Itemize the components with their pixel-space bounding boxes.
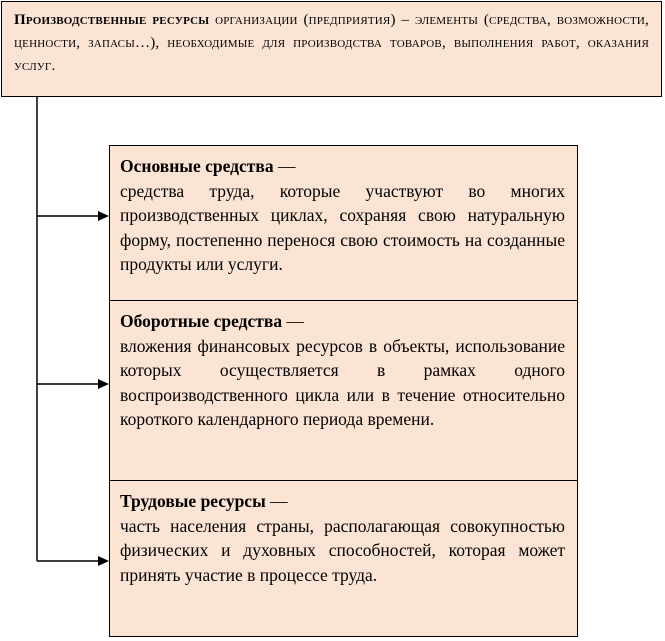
labor-resources-dash: —: [265, 491, 288, 511]
header-definition: организации (предприятия) – элементы (средства, возможности, ценности, запасы…), необходимые для производства товаров, выполнения работ, оказания услуг.: [14, 12, 649, 74]
header-definition-box: [1, 1, 662, 97]
current-assets-dash: —: [282, 311, 304, 331]
labor-resources-box: [109, 480, 578, 637]
fixed-assets-title: Основные средства: [120, 156, 274, 176]
arrowhead-current-assets: [98, 379, 109, 389]
labor-resources-title: Трудовые ресурсы: [120, 491, 266, 511]
arrowhead-fixed-assets: [98, 211, 109, 221]
header-term: Производственные ресурсы: [14, 12, 210, 28]
current-assets-box: [109, 300, 578, 482]
current-assets-title: Оборотные средства: [120, 311, 283, 331]
fixed-assets-box: [109, 145, 578, 302]
current-assets-description: вложения финансовых ресурсов в объекты, использование которых осуществляется в рамках одного воспроизводственного цикла или в течение относительно короткого календарного периода времени.: [120, 335, 565, 429]
arrowhead-labor-resources: [98, 556, 109, 566]
labor-resources-description: часть населения страны, располагающая совокупностью физических и духовных способностей, которая может принять участие в процессе труда.: [120, 515, 565, 585]
fixed-assets-description: средства труда, которые участвуют во многих производственных циклах, сохраняя свою натуральную форму, постепенно перенося свою стоимость на созданные продукты или услуги.: [120, 180, 565, 274]
fixed-assets-dash: —: [273, 156, 296, 176]
